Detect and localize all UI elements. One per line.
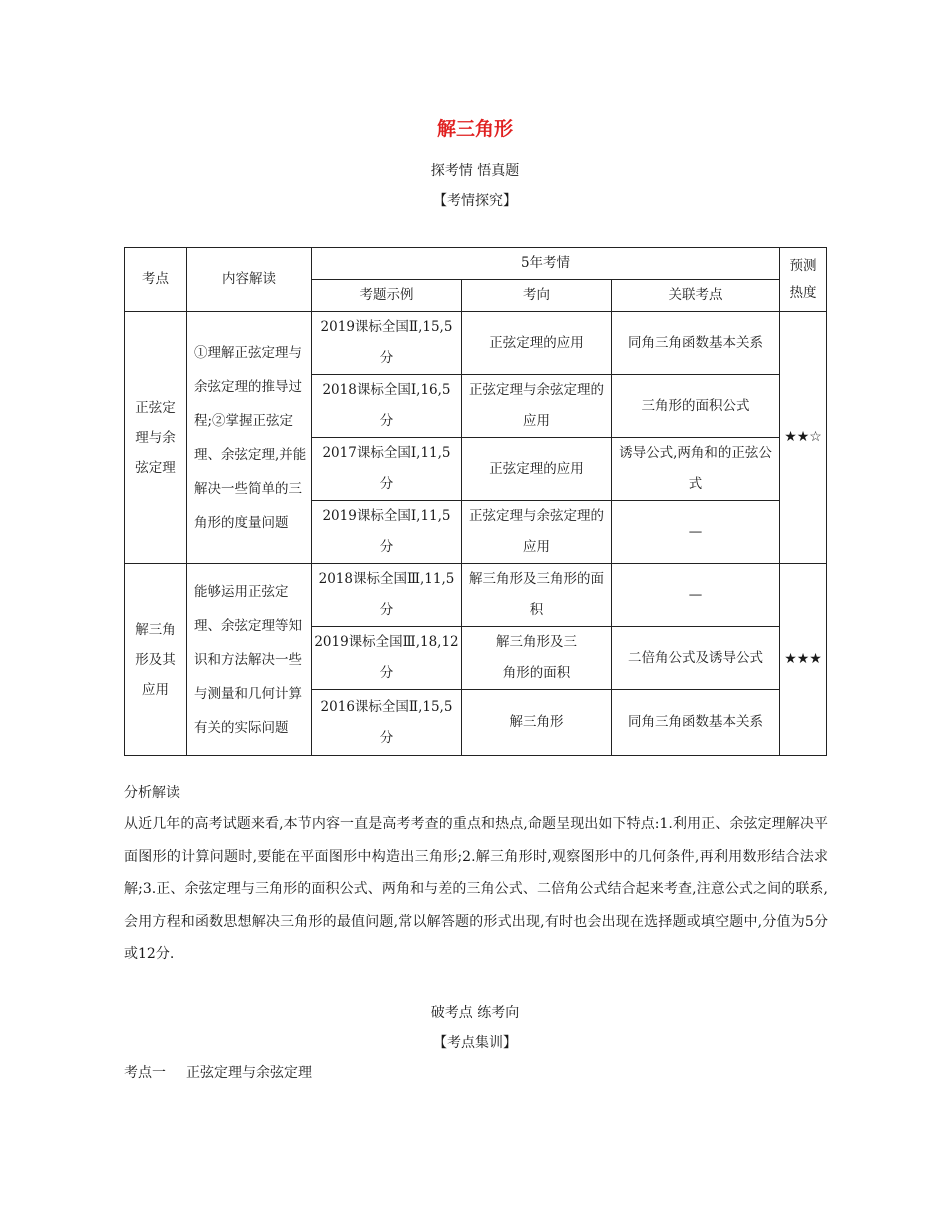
header-neirong: 内容解读 (187, 248, 312, 312)
header-five-year: 5年考情 (312, 248, 780, 280)
table-cell-related (612, 690, 780, 756)
exam-analysis-table (124, 247, 827, 756)
table-cell-related (612, 375, 780, 438)
analysis-heading: 分析解读 (124, 785, 180, 801)
direction-text: 正弦定理的应用 (489, 460, 584, 477)
related-text: — (688, 586, 703, 603)
related-text: — (688, 523, 703, 540)
section-subheading-exam-trend: 【考情探究】 (433, 193, 517, 209)
direction-text: 解三角形及三角形的面积 (496, 634, 577, 681)
related-text: 二倍角公式及诱导公式 (628, 649, 764, 666)
header-forecast-label: 预测热度 (789, 257, 817, 301)
table-cell-direction (462, 501, 612, 564)
header-related: 关联考点 (612, 280, 780, 312)
kaodian-label: 解三角形及其应用 (135, 621, 176, 698)
neirong-text: 能够运用正弦定理、余弦定理等知识和方法解决一些与测量和几何计算有关的实际问题 (194, 583, 302, 736)
example-text: 2019课标全国Ⅱ,15,5分 (320, 319, 453, 366)
example-text: 2019课标全国Ⅲ,18,12分 (314, 634, 459, 681)
table-cell-related (612, 564, 780, 627)
section-heading-explore: 探考情 悟真题 (430, 163, 520, 179)
table-cell-example (312, 312, 462, 375)
analysis-paragraph: 从近几年的高考试题来看,本节内容一直是高考考查的重点和热点,命题呈现出如下特点:1.利用正、余弦定理解决平面图形的计算问题时,要能在平面图形中构造出三角形;2.解三角形时,观察图形中的几何条件,再利用数形结合法求解;3.正、余弦定理与三角形的面积公式、两角和与差的三角公式、二倍角公式结合起来考查,注意公式之间的联系,会用方程和函数思想解决三角形的最值问题,常以解答题的形式出现,有时也会出现在选择题或填空题中,分值为5分或12分. (124, 816, 828, 962)
table-cell-example (312, 627, 462, 690)
table-cell-direction (462, 690, 612, 756)
direction-text: 正弦定理的应用 (489, 334, 584, 351)
knowledge-point-heading (124, 1062, 312, 1082)
section-subheading-training: 【考点集训】 (433, 1035, 517, 1051)
table-cell-related (612, 312, 780, 375)
example-text: 2018课标全国Ⅰ,16,5分 (322, 382, 451, 429)
heat-rating-1: ★★☆ (780, 312, 827, 564)
neirong-cell-1 (187, 312, 312, 564)
page-title: 解三角形 (436, 118, 513, 140)
header-direction: 考向 (462, 280, 612, 312)
kaodian-cell-1 (125, 312, 187, 564)
header-forecast (780, 248, 827, 312)
table-cell-example (312, 564, 462, 627)
direction-text: 正弦定理与余弦定理的应用 (469, 382, 604, 429)
related-text: 三角形的面积公式 (641, 397, 750, 414)
example-text: 2017课标全国Ⅰ,11,5分 (322, 445, 451, 492)
example-text: 2018课标全国Ⅲ,11,5分 (318, 571, 455, 618)
header-example: 考题示例 (312, 280, 462, 312)
related-text: 诱导公式,两角和的正弦公式 (619, 445, 772, 492)
neirong-cell-2 (187, 564, 312, 756)
direction-text: 解三角形及三角形的面积 (469, 571, 604, 618)
point-title: 正弦定理与余弦定理 (186, 1065, 312, 1081)
heat-rating-2: ★★★ (780, 564, 827, 756)
section-heading-practice: 破考点 练考向 (430, 1005, 520, 1021)
direction-text: 正弦定理与余弦定理的应用 (469, 508, 604, 555)
kaodian-label: 正弦定理与余弦定理 (135, 399, 176, 476)
neirong-text: ①理解正弦定理与余弦定理的推导过程;②掌握正弦定理、余弦定理,并能解决一些简单的三角形的度量问题 (194, 344, 307, 531)
table-cell-direction (462, 375, 612, 438)
table-cell-direction (462, 312, 612, 375)
table-cell-example (312, 438, 462, 501)
table-cell-example (312, 375, 462, 438)
example-text: 2016课标全国Ⅱ,15,5分 (320, 698, 453, 746)
kaodian-cell-2 (125, 564, 187, 756)
table-cell-direction (462, 438, 612, 501)
header-kaodian: 考点 (125, 248, 187, 312)
table-cell-related (612, 501, 780, 564)
related-text: 同角三角函数基本关系 (628, 714, 764, 730)
table-cell-related (612, 438, 780, 501)
table-cell-example (312, 690, 462, 756)
direction-text: 解三角形 (509, 714, 564, 730)
point-label: 考点一 (124, 1065, 166, 1081)
related-text: 同角三角函数基本关系 (628, 334, 764, 351)
table-cell-direction (462, 627, 612, 690)
example-text: 2019课标全国Ⅰ,11,5分 (322, 508, 451, 555)
table-cell-related (612, 627, 780, 690)
table-cell-example (312, 501, 462, 564)
table-cell-direction (462, 564, 612, 627)
